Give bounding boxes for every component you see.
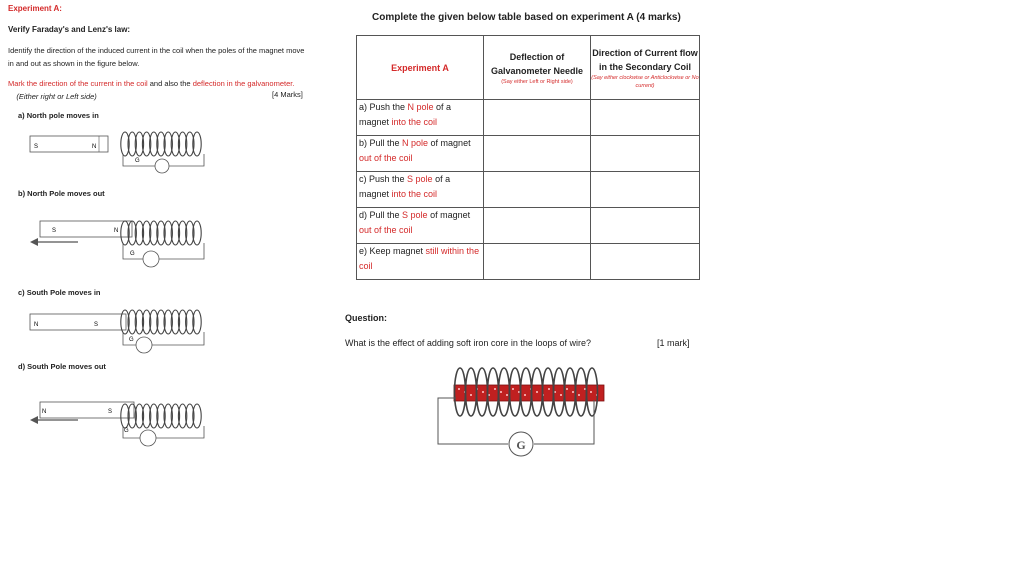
magnet-bar xyxy=(30,314,126,330)
question-heading: Question: xyxy=(345,313,387,323)
case-c-diagram xyxy=(28,302,218,358)
experiment-table xyxy=(356,35,700,280)
mark-text-3: deflection in the galvanometer. xyxy=(192,79,295,88)
header-direction-hint: (Say either clockwise or Anticlockwise or No current) xyxy=(591,74,699,89)
coil xyxy=(121,132,201,156)
header-direction-text: Direction of Current flow in the Secondary Coil xyxy=(592,47,698,72)
header-deflection-text: Deflection of Galvanometer Needle xyxy=(490,51,584,76)
core-speckle xyxy=(524,394,526,396)
header-deflection xyxy=(484,36,591,100)
row-a-label: a) Push the N pole of a magnet into the coil xyxy=(357,100,484,136)
galvanometer xyxy=(136,337,152,353)
pole-right: S xyxy=(108,409,113,415)
case-b-diagram xyxy=(28,213,218,271)
galvanometer xyxy=(143,251,159,267)
verify-heading: Verify Faraday's and Lenz's law: xyxy=(8,25,131,34)
case-a-diagram xyxy=(28,124,218,180)
mark-text-1: Mark the direction of the current in the coil xyxy=(8,79,148,88)
row-c-direction-cell[interactable] xyxy=(591,172,700,208)
pole-left: S xyxy=(52,228,57,234)
core-speckle xyxy=(500,391,502,393)
core-speckle xyxy=(548,388,550,390)
table-row xyxy=(357,100,700,136)
row-b-label: b) Pull the N pole of magnet out of the coil xyxy=(357,136,484,172)
galvanometer-label: G xyxy=(130,251,135,257)
galvanometer-label: G xyxy=(124,428,129,434)
coil xyxy=(121,221,201,245)
pole-left: S xyxy=(34,144,39,150)
row-c-label: c) Push the S pole of a magnet into the coil xyxy=(357,172,484,208)
question-mark: [1 mark] xyxy=(657,338,690,348)
core-speckle xyxy=(458,388,460,390)
pole-right: S xyxy=(94,322,99,328)
galvanometer-label: G xyxy=(516,438,526,452)
mark-text-2: and also the xyxy=(147,79,193,88)
mark-instruction xyxy=(8,77,308,103)
galvanometer xyxy=(155,159,169,173)
pole-right: N xyxy=(92,144,97,150)
galvanometer xyxy=(140,430,156,446)
header-deflection-hint: (Say either Left or Right side) xyxy=(501,78,573,85)
iron-core-diagram xyxy=(434,358,614,458)
coil xyxy=(121,310,201,334)
mark-hint: (Either right or Left side) xyxy=(16,92,97,101)
case-c-label: c) South Pole moves in xyxy=(18,288,101,297)
core-speckle xyxy=(566,388,568,390)
case-b-label: b) North Pole moves out xyxy=(18,189,105,198)
case-a-label: a) North pole moves in xyxy=(18,111,99,120)
row-b-deflection-cell[interactable] xyxy=(484,136,591,172)
core-speckle xyxy=(494,388,496,390)
row-d-direction-cell[interactable] xyxy=(591,208,700,244)
core-speckle xyxy=(590,391,592,393)
table-title: Complete the given below table based on experiment A (4 marks) xyxy=(372,12,681,23)
table-row xyxy=(357,172,700,208)
core-speckle xyxy=(482,391,484,393)
core-speckle xyxy=(536,391,538,393)
header-experiment xyxy=(357,36,484,100)
row-d-deflection-cell[interactable] xyxy=(484,208,591,244)
row-e-label: e) Keep magnet still within the coil xyxy=(357,244,484,280)
pole-left: N xyxy=(34,322,39,328)
core-speckle xyxy=(512,388,514,390)
table-row xyxy=(357,208,700,244)
case-d-diagram xyxy=(28,396,218,454)
core-speckle xyxy=(572,391,574,393)
row-a-deflection-cell[interactable] xyxy=(484,100,591,136)
row-d-label: d) Pull the S pole of magnet out of the coil xyxy=(357,208,484,244)
core-speckle xyxy=(506,394,508,396)
galvanometer-label: G xyxy=(135,158,140,164)
magnet-bar xyxy=(40,402,134,418)
marks-label: [4 Marks] xyxy=(272,90,303,99)
core-speckle xyxy=(470,394,472,396)
table-row xyxy=(357,136,700,172)
row-c-deflection-cell[interactable] xyxy=(484,172,591,208)
table-row xyxy=(357,244,700,280)
row-a-direction-cell[interactable] xyxy=(591,100,700,136)
galvanometer-label: G xyxy=(129,337,134,343)
pole-left: N xyxy=(42,409,47,415)
identify-instruction: Identify the direction of the induced current in the coil when the poles of the magnet move in and out as shown in the figure below. xyxy=(8,46,305,68)
experiment-title: Experiment A: xyxy=(8,4,62,13)
core-speckle xyxy=(578,394,580,396)
header-experiment-text: Experiment A xyxy=(391,62,449,73)
case-d-label: d) South Pole moves out xyxy=(18,362,106,371)
row-e-deflection-cell[interactable] xyxy=(484,244,591,280)
core-speckle xyxy=(560,394,562,396)
header-direction xyxy=(591,36,700,100)
pole-right: N xyxy=(114,228,119,234)
question-text: What is the effect of adding soft iron core in the loops of wire? xyxy=(345,338,591,348)
row-b-direction-cell[interactable] xyxy=(591,136,700,172)
row-e-direction-cell[interactable] xyxy=(591,244,700,280)
table-header-row xyxy=(357,36,700,100)
